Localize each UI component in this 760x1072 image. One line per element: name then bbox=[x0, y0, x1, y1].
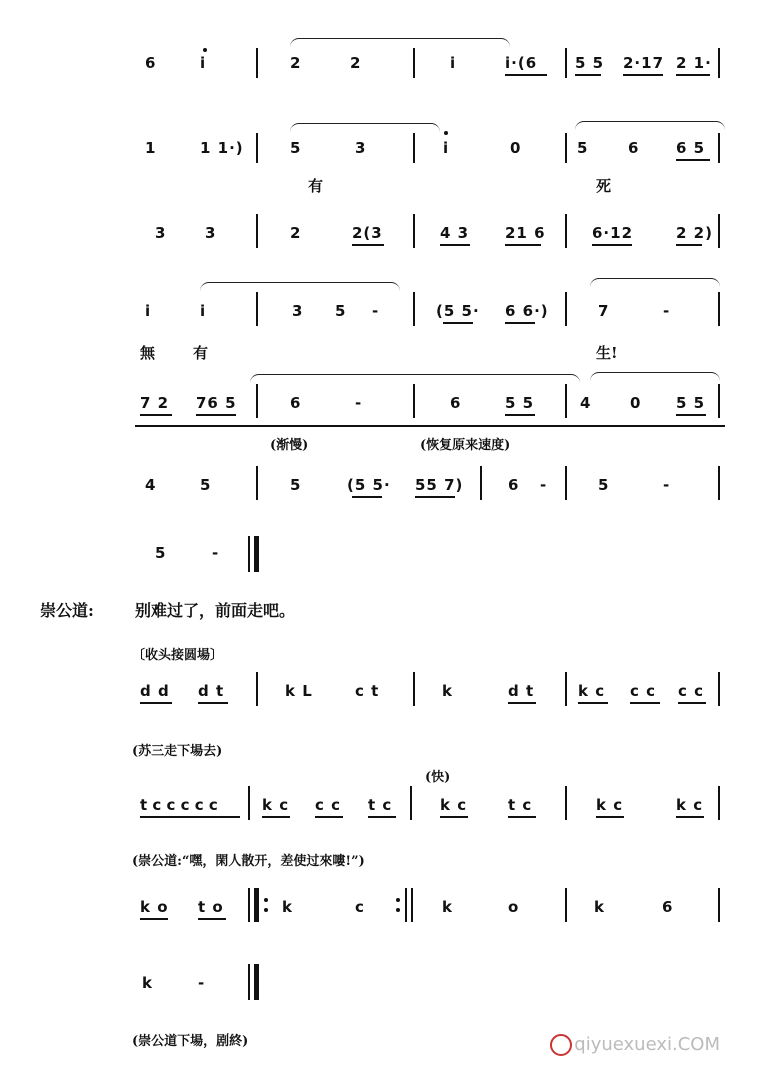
slur bbox=[290, 123, 440, 132]
note: (5 5· bbox=[436, 302, 480, 320]
barline bbox=[718, 384, 720, 418]
note: 5 5 bbox=[676, 394, 706, 412]
note: 5 5 bbox=[575, 54, 605, 72]
lyric: 生! bbox=[596, 344, 618, 362]
dot bbox=[203, 48, 207, 52]
underline bbox=[140, 414, 172, 416]
note: 5 bbox=[290, 476, 302, 494]
note: 6 bbox=[508, 476, 520, 494]
beat: t c bbox=[508, 796, 533, 814]
underline bbox=[140, 918, 168, 920]
beat: 6 bbox=[662, 898, 674, 916]
note: 6 bbox=[628, 139, 640, 157]
note: 3 bbox=[292, 302, 304, 320]
score-row-6 bbox=[0, 462, 760, 502]
beat: c c bbox=[630, 682, 657, 700]
note: 5 bbox=[200, 476, 212, 494]
note: i bbox=[145, 302, 152, 320]
beat: d t bbox=[198, 682, 225, 700]
beat: k c bbox=[676, 796, 704, 814]
note: 5 5 bbox=[505, 394, 535, 412]
stage-direction: (崇公道:“嘿，閑人散开，差使过來嘍!”) bbox=[132, 854, 365, 869]
barline bbox=[565, 466, 567, 500]
underline bbox=[505, 322, 535, 324]
note: 2 2) bbox=[676, 224, 713, 242]
note: 6 5 bbox=[676, 139, 706, 157]
note: - bbox=[663, 476, 671, 494]
repeat-dot bbox=[264, 898, 268, 902]
beat: d t bbox=[508, 682, 535, 700]
note: 55 7) bbox=[415, 476, 464, 494]
repeat-dot bbox=[396, 898, 400, 902]
note: 21 6 bbox=[505, 224, 546, 242]
spoken-line: 别难过了，前面走吧。 bbox=[135, 601, 296, 620]
beat: k bbox=[442, 898, 453, 916]
beat: t c c c c c bbox=[140, 796, 218, 814]
beat: c c bbox=[678, 682, 705, 700]
barline bbox=[256, 48, 258, 78]
barline bbox=[248, 964, 250, 1000]
slur bbox=[290, 38, 510, 47]
note: i bbox=[200, 302, 207, 320]
note: 5 bbox=[290, 139, 302, 157]
barline bbox=[565, 384, 567, 418]
underline bbox=[352, 496, 382, 498]
underline bbox=[676, 816, 704, 818]
barline bbox=[718, 888, 720, 922]
note: 2 bbox=[350, 54, 362, 72]
barline bbox=[413, 672, 415, 706]
note: - bbox=[540, 476, 548, 494]
barline bbox=[256, 214, 258, 248]
beat: d d bbox=[140, 682, 170, 700]
beat: t c bbox=[368, 796, 393, 814]
beat: o bbox=[508, 898, 520, 916]
note: 1 bbox=[145, 139, 157, 157]
barline bbox=[480, 466, 482, 500]
barline bbox=[248, 536, 250, 572]
note: 7 2 bbox=[140, 394, 170, 412]
note: 5 bbox=[155, 544, 167, 562]
divider bbox=[135, 425, 725, 427]
lyric: 有 bbox=[193, 344, 209, 362]
note: 3 bbox=[155, 224, 167, 242]
slur bbox=[575, 121, 725, 130]
watermark-logo-icon bbox=[550, 1034, 572, 1056]
underline bbox=[140, 816, 240, 818]
repeat-dot bbox=[264, 908, 268, 912]
repeat-barline bbox=[248, 888, 250, 922]
slur bbox=[590, 372, 720, 381]
beat: t o bbox=[198, 898, 224, 916]
beat: k bbox=[282, 898, 293, 916]
note: 2 bbox=[290, 224, 302, 242]
barline bbox=[718, 292, 720, 326]
dot bbox=[444, 131, 448, 135]
underline bbox=[676, 244, 702, 246]
barline bbox=[256, 292, 258, 326]
note: 76 5 bbox=[196, 394, 237, 412]
note: 4 bbox=[580, 394, 592, 412]
repeat-dot bbox=[396, 908, 400, 912]
underline bbox=[440, 244, 470, 246]
underline bbox=[262, 816, 290, 818]
repeat-barline bbox=[405, 888, 407, 922]
note: 5 bbox=[577, 139, 589, 157]
barline bbox=[256, 672, 258, 706]
note: i bbox=[443, 139, 450, 157]
percussion-row-4 bbox=[0, 962, 760, 1002]
score-row-5 bbox=[0, 380, 760, 420]
underline bbox=[198, 702, 228, 704]
final-barline bbox=[254, 964, 259, 1000]
percussion-row-1 bbox=[0, 670, 760, 710]
barline bbox=[718, 214, 720, 248]
repeat-barline bbox=[411, 888, 413, 922]
score-row-2 bbox=[0, 125, 760, 195]
underline bbox=[575, 74, 601, 76]
beat: - bbox=[198, 974, 206, 992]
percussion-row-2 bbox=[0, 784, 760, 824]
beat: k c bbox=[262, 796, 290, 814]
tempo-note: (恢复原来速度) bbox=[420, 438, 511, 453]
speaker-name: 崇公道: bbox=[40, 601, 94, 620]
note: 6 bbox=[450, 394, 462, 412]
beat: c bbox=[355, 898, 365, 916]
barline bbox=[718, 133, 720, 163]
underline bbox=[505, 244, 541, 246]
barline bbox=[413, 48, 415, 78]
underline bbox=[196, 414, 236, 416]
beat: c c bbox=[315, 796, 342, 814]
slur bbox=[250, 374, 580, 383]
barline bbox=[718, 466, 720, 500]
beat: k L bbox=[285, 682, 313, 700]
barline bbox=[413, 133, 415, 163]
stage-direction: 〔收头接圆場〕 bbox=[132, 648, 224, 663]
beat: k bbox=[594, 898, 605, 916]
underline bbox=[440, 816, 468, 818]
note: 2·17 bbox=[623, 54, 665, 72]
score-row-7 bbox=[0, 530, 760, 570]
note: 6·12 bbox=[592, 224, 634, 242]
beat: k c bbox=[440, 796, 468, 814]
underline bbox=[198, 918, 226, 920]
underline bbox=[443, 322, 473, 324]
slur bbox=[590, 278, 720, 287]
underline bbox=[630, 702, 660, 704]
note: i bbox=[450, 54, 457, 72]
score-row-1 bbox=[0, 40, 760, 80]
underline bbox=[352, 244, 384, 246]
score-row-3 bbox=[0, 210, 760, 250]
underline bbox=[415, 496, 455, 498]
underline bbox=[676, 414, 706, 416]
note: 4 bbox=[145, 476, 157, 494]
underline bbox=[315, 816, 343, 818]
tempo-note: (渐慢) bbox=[270, 438, 309, 453]
underline bbox=[592, 244, 632, 246]
repeat-barline bbox=[254, 888, 259, 922]
underline bbox=[676, 159, 710, 161]
tempo-note: (快) bbox=[425, 770, 451, 785]
barline bbox=[256, 384, 258, 418]
note: - bbox=[212, 544, 220, 562]
underline bbox=[678, 702, 706, 704]
barline bbox=[718, 786, 720, 820]
score-row-4 bbox=[0, 288, 760, 362]
note: - bbox=[355, 394, 363, 412]
stage-direction: (崇公道下場，剧終) bbox=[132, 1034, 249, 1049]
barline bbox=[565, 133, 567, 163]
note: 4 3 bbox=[440, 224, 470, 242]
barline bbox=[413, 292, 415, 326]
note: 1 1·) bbox=[200, 139, 244, 157]
lyric: 有 bbox=[308, 177, 324, 195]
note: 3 bbox=[355, 139, 367, 157]
underline bbox=[505, 74, 547, 76]
watermark bbox=[550, 1034, 720, 1056]
barline bbox=[413, 214, 415, 248]
barline bbox=[256, 133, 258, 163]
note: 2 bbox=[290, 54, 302, 72]
note: 0 bbox=[630, 394, 642, 412]
barline bbox=[718, 672, 720, 706]
beat: k c bbox=[578, 682, 606, 700]
note: - bbox=[372, 302, 380, 320]
beat: k c bbox=[596, 796, 624, 814]
underline bbox=[623, 74, 663, 76]
barline bbox=[565, 214, 567, 248]
underline bbox=[508, 702, 536, 704]
note: - bbox=[663, 302, 671, 320]
watermark-text: qiyuexuexi.COM bbox=[574, 1034, 720, 1055]
barline bbox=[565, 786, 567, 820]
note: 6 6·) bbox=[505, 302, 549, 320]
lyric: 無 bbox=[140, 344, 156, 362]
percussion-row-3 bbox=[0, 886, 760, 926]
note: 6 bbox=[290, 394, 302, 412]
final-barline bbox=[254, 536, 259, 572]
note: 2 1· bbox=[676, 54, 712, 72]
note: 6 bbox=[145, 54, 157, 72]
barline bbox=[718, 48, 720, 78]
note: 5 bbox=[598, 476, 610, 494]
underline bbox=[578, 702, 608, 704]
note: 0 bbox=[510, 139, 522, 157]
underline bbox=[676, 74, 710, 76]
beat: k bbox=[142, 974, 153, 992]
note: 7 bbox=[598, 302, 610, 320]
note: 5 bbox=[335, 302, 347, 320]
note: 2(3 bbox=[352, 224, 383, 242]
underline bbox=[508, 816, 536, 818]
beat: k bbox=[442, 682, 453, 700]
underline bbox=[596, 816, 624, 818]
barline bbox=[410, 786, 412, 820]
barline bbox=[565, 48, 567, 78]
beat: k o bbox=[140, 898, 169, 916]
barline bbox=[248, 786, 250, 820]
note: i·(6 bbox=[505, 54, 538, 72]
note: (5 5· bbox=[347, 476, 391, 494]
barline bbox=[256, 466, 258, 500]
barline bbox=[565, 292, 567, 326]
underline bbox=[140, 702, 172, 704]
beat: c t bbox=[355, 682, 380, 700]
underline bbox=[505, 414, 535, 416]
underline bbox=[368, 816, 396, 818]
slur bbox=[200, 282, 400, 291]
note: i bbox=[200, 54, 207, 72]
note: 3 bbox=[205, 224, 217, 242]
barline bbox=[413, 384, 415, 418]
stage-direction: (苏三走下場去) bbox=[132, 744, 223, 759]
barline bbox=[565, 672, 567, 706]
barline bbox=[565, 888, 567, 922]
lyric: 死 bbox=[596, 177, 612, 195]
